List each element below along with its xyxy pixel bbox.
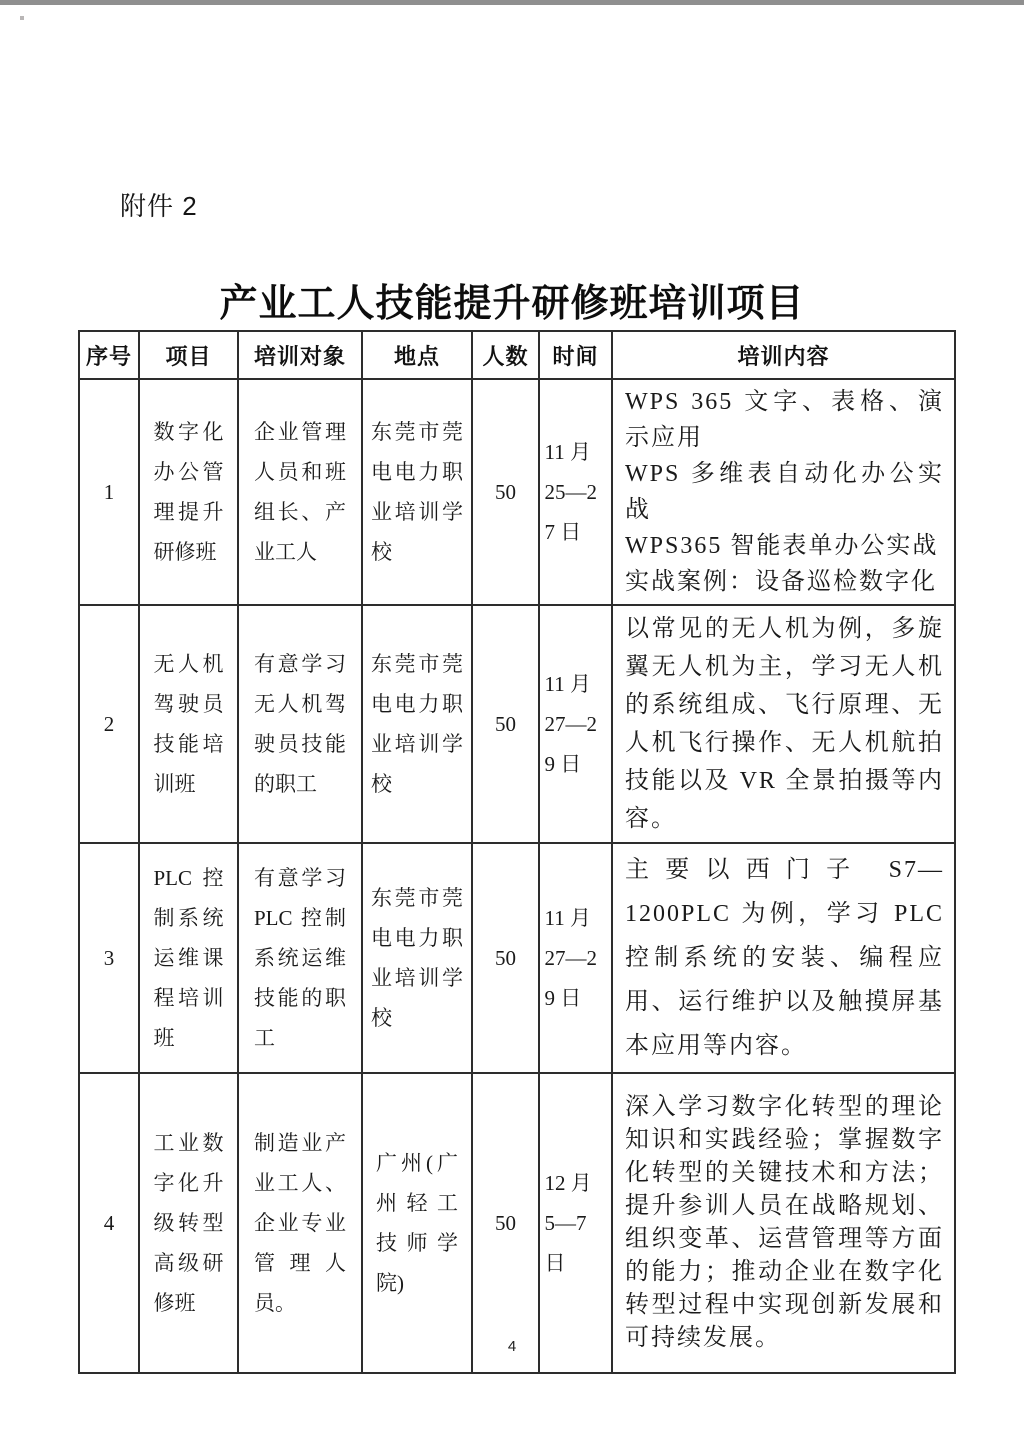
cell-no: 4 — [79, 1073, 139, 1373]
cell-count: 50 — [472, 379, 539, 605]
cell-project — [139, 605, 238, 843]
col-header-count: 人数 — [472, 331, 539, 379]
training-programs-table — [78, 330, 956, 1374]
cell-time — [539, 605, 612, 843]
attachment-label: 附件 2 — [120, 191, 198, 221]
scan-speck-artifact — [20, 16, 24, 20]
project-text: 无人机驾驶员技能培训班 — [153, 652, 224, 796]
cell-content — [612, 1073, 955, 1373]
audience-text: 制造业产业工人、企业专业管理人员。 — [254, 1131, 346, 1315]
time-text: 11 月 27—29 日 — [544, 672, 597, 776]
location-text: 东莞市莞电电力职业培训学校 — [371, 886, 463, 1030]
content-line: 以常见的无人机为例，多旋翼无人机为主，学习无人机的系统组成、飞行原理、无人机飞行操作、无人机航拍技能以及 VR 全景拍摄等内容。 — [625, 616, 944, 832]
table-row — [79, 843, 955, 1073]
col-header-audience: 培训对象 — [238, 331, 362, 379]
cell-time — [539, 379, 612, 605]
cell-no: 3 — [79, 843, 139, 1073]
cell-project — [139, 1073, 238, 1373]
cell-location — [362, 1073, 472, 1373]
location-text: 广州(广州轻工技师学院) — [376, 1151, 458, 1295]
table-header-row — [79, 331, 955, 379]
time-text: 11 月 25—27 日 — [544, 440, 597, 544]
col-header-no: 序号 — [79, 331, 139, 379]
cell-location — [362, 843, 472, 1073]
table-row — [79, 605, 955, 843]
col-header-location: 地点 — [362, 331, 472, 379]
cell-content — [612, 843, 955, 1073]
col-header-content: 培训内容 — [612, 331, 955, 379]
cell-content — [612, 379, 955, 605]
audience-text: 有意学习无人机驾驶员技能的职工 — [254, 652, 346, 796]
cell-audience — [238, 1073, 362, 1373]
cell-project — [139, 843, 238, 1073]
col-header-time: 时间 — [539, 331, 612, 379]
page-number: 4 — [507, 1338, 517, 1355]
cell-audience — [238, 843, 362, 1073]
table-row — [79, 1073, 955, 1373]
cell-count: 50 — [472, 1073, 539, 1373]
audience-text: 有意学习 PLC 控制系统运维技能的职工 — [254, 866, 346, 1050]
project-text: 数字化办公管理提升研修班 — [153, 420, 224, 564]
cell-location — [362, 605, 472, 843]
cell-audience — [238, 379, 362, 605]
location-text: 东莞市莞电电力职业培训学校 — [371, 420, 463, 564]
time-text: 11 月 27—29 日 — [544, 906, 597, 1010]
cell-count: 50 — [472, 843, 539, 1073]
col-header-project: 项目 — [139, 331, 238, 379]
cell-no: 1 — [79, 379, 139, 605]
content-line: WPS365 智能表单办公实战 — [625, 533, 939, 559]
content-line: WPS 365 文字、表格、演示应用 — [625, 389, 944, 451]
content-line: 主要以西门子 S7—1200PLC 为例，学习 PLC 控制系统的安装、编程应用、运行维护以及触摸屏基本应用等内容。 — [625, 857, 944, 1059]
content-line: 深入学习数字化转型的理论知识和实践经验；掌握数字化转型的关键技术和方法；提升参训人员在战略规划、组织变革、运营管理等方面的能力；推动企业在数字化转型过程中实现创新发展和可持续发展。 — [625, 1094, 944, 1351]
cell-content — [612, 605, 955, 843]
cell-project — [139, 379, 238, 605]
cell-time — [539, 843, 612, 1073]
time-text: 12 月 5—7 日 — [544, 1171, 592, 1275]
cell-no: 2 — [79, 605, 139, 843]
project-text: PLC 控制系统运维课程培训班 — [153, 866, 224, 1050]
cell-count: 50 — [472, 605, 539, 843]
location-text: 东莞市莞电电力职业培训学校 — [371, 652, 463, 796]
cell-time — [539, 1073, 612, 1373]
content-line: 实战案例：设备巡检数字化 — [625, 569, 937, 595]
page-title: 产业工人技能提升研修班培训项目 — [219, 283, 805, 325]
project-text: 工业数字化升级转型高级研修班 — [153, 1131, 224, 1315]
cell-location — [362, 379, 472, 605]
table-row — [79, 379, 955, 605]
audience-text: 企业管理人员和班组长、产业工人 — [254, 420, 346, 564]
scan-edge-artifact — [0, 0, 1024, 5]
cell-audience — [238, 605, 362, 843]
content-line: WPS 多维表自动化办公实战 — [625, 461, 944, 523]
